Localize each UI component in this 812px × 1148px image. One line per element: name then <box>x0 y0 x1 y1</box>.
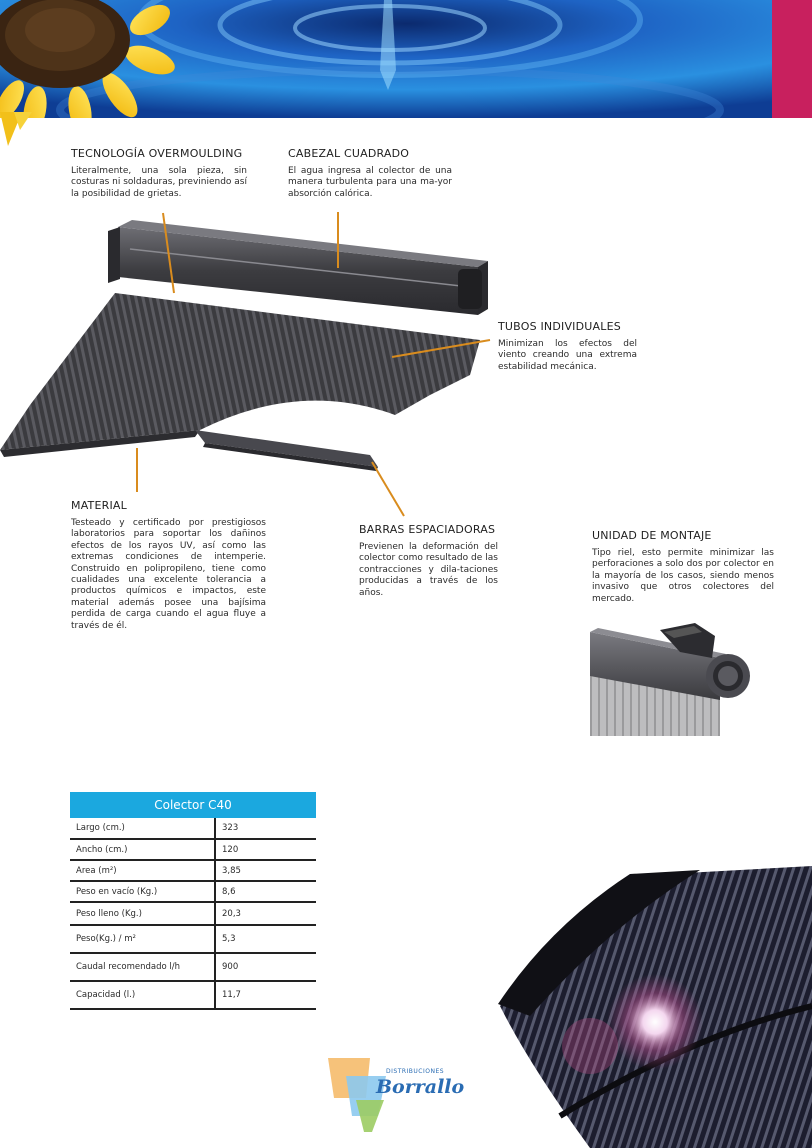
spec-label: Peso en vacío (Kg.) <box>70 881 215 902</box>
specs-title: Colector C40 <box>70 792 316 818</box>
spec-label: Capacidad (l.) <box>70 981 215 1009</box>
cabezal-title: CABEZAL CUADRADO <box>288 147 410 160</box>
table-row <box>70 953 316 981</box>
spec-value: 5,3 <box>215 925 316 953</box>
spec-label: Largo (cm.) <box>70 818 215 839</box>
section-barras <box>359 523 498 599</box>
section-montaje <box>592 529 774 605</box>
collector-roll-image <box>490 866 812 1148</box>
table-row <box>70 881 316 902</box>
specs-grid <box>70 818 316 1010</box>
overmoulding-text: Literalmente, una sola pieza, sin costuras ni soldaduras, previniendo así la posibilidad de grietas. <box>71 166 247 199</box>
mounting-unit-image <box>590 618 750 736</box>
table-row <box>70 902 316 925</box>
barras-title: BARRAS ESPACIADORAS <box>359 523 496 536</box>
spec-label: Peso(Kg.) / m² <box>70 925 215 953</box>
borrallo-logo <box>326 1056 466 1134</box>
montaje-title: UNIDAD DE MONTAJE <box>592 529 712 542</box>
tubos-text: Minimizan los efectos del viento creando una extrema estabilidad mecánica. <box>498 339 637 372</box>
section-tubos <box>498 320 637 373</box>
spec-value: 20,3 <box>215 902 316 925</box>
spec-value: 8,6 <box>215 881 316 902</box>
logo-name: Borrallo <box>376 1076 465 1098</box>
spec-label: Ancho (cm.) <box>70 839 215 860</box>
spec-value: 900 <box>215 953 316 981</box>
table-row <box>70 981 316 1009</box>
table-row <box>70 860 316 881</box>
barras-text: Previenen la deformación del colector como resultado de las contracciones y dila-taciones producidas a través de los años. <box>359 542 498 598</box>
specs-table <box>70 792 316 1010</box>
material-text: Testeado y certificado por prestigiosos laboratorios para soportar los dañinos efectos de los rayos UV, así como las extremas condiciones de intemperie. Construido en polipropileno, tiene como cualidades una excelente tolerancia a productos químicos e impactos, este material además posee una bajísima perdida de carga cuando el agua fluye a través de él. <box>71 518 266 631</box>
tubos-title: TUBOS INDIVIDUALES <box>498 320 621 333</box>
spec-value: 11,7 <box>215 981 316 1009</box>
overmoulding-title: TECNOLOGÍA OVERMOULDING <box>71 147 243 160</box>
leader-lines <box>0 0 812 560</box>
section-material <box>71 499 266 632</box>
spec-value: 323 <box>215 818 316 839</box>
spec-label: Peso lleno (Kg.) <box>70 902 215 925</box>
table-row <box>70 925 316 953</box>
spec-value: 120 <box>215 839 316 860</box>
spec-label: Caudal recomendado l/h <box>70 953 215 981</box>
table-row <box>70 839 316 860</box>
logo-tagline: DISTRIBUCIONES <box>386 1068 445 1075</box>
table-row <box>70 818 316 839</box>
spec-label: Area (m²) <box>70 860 215 881</box>
section-cabezal <box>288 147 452 200</box>
montaje-text: Tipo riel, esto permite minimizar las perforaciones a solo dos por colector en la mayoría de los casos, siendo menos invasivo que otros colectores del mercado. <box>592 548 774 604</box>
spec-value: 3,85 <box>215 860 316 881</box>
material-title: MATERIAL <box>71 499 127 512</box>
cabezal-text: El agua ingresa al colector de una manera turbulenta para una ma-yor absorción calórica. <box>288 166 452 199</box>
section-overmoulding <box>71 147 247 200</box>
